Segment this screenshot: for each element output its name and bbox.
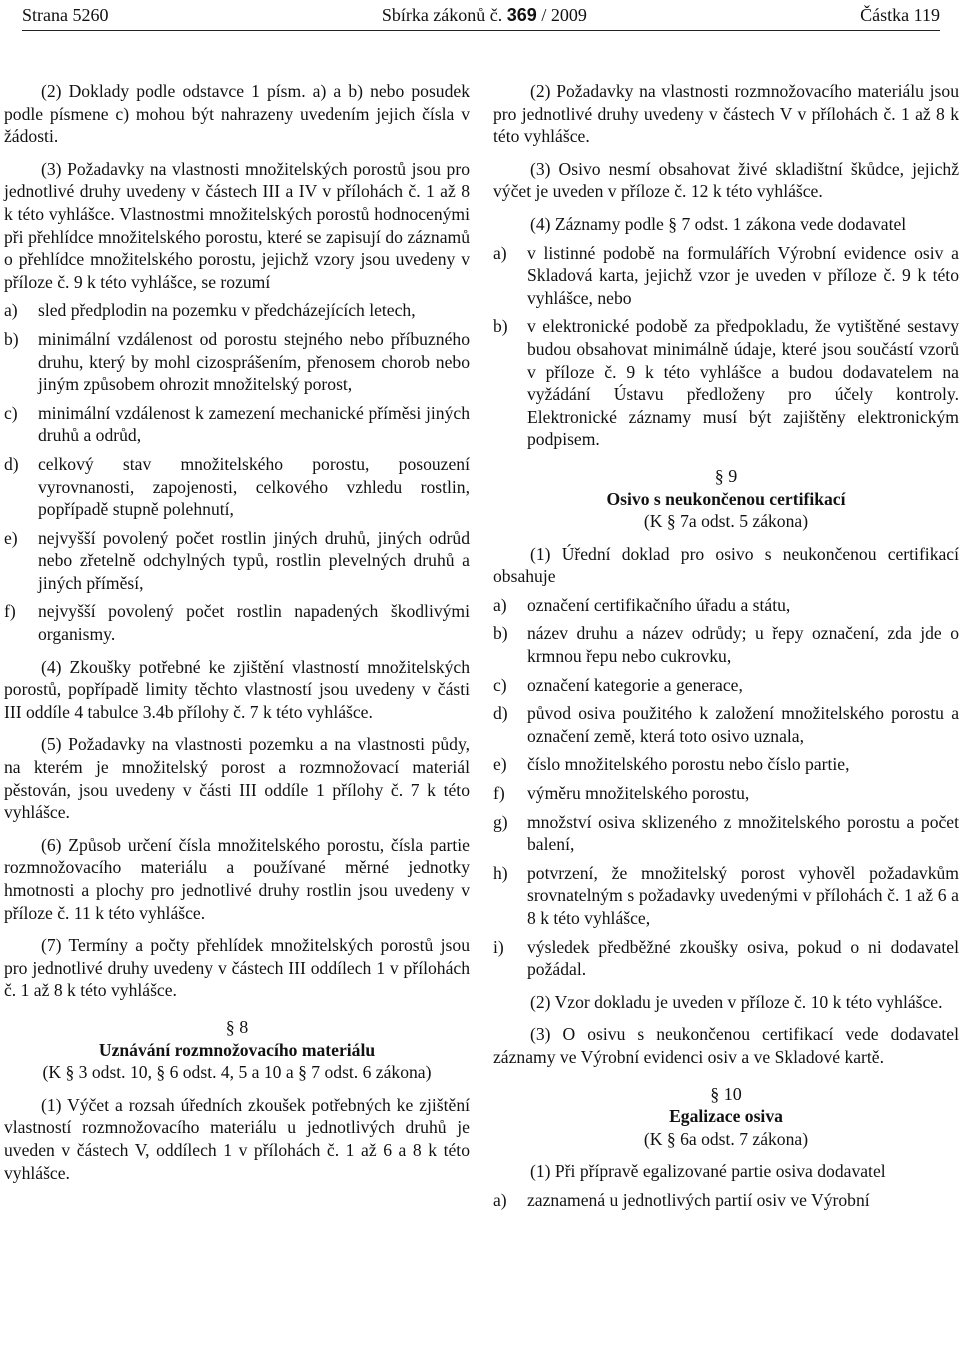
list-item: d) celkový stav množitelského porostu, posouzení vyrovnanosti, zapojenosti, celkového vzhledu rostlin, popřípadě stupně polehnutí, — [4, 453, 470, 520]
paragraph: (1) Úřední doklad pro osivo s neukončenou certifikací obsahuje — [493, 543, 959, 587]
records-list — [493, 242, 959, 451]
list-item: c) minimální vzdálenost k zamezení mechanické příměsi jiných druhů a odrůd, — [4, 402, 470, 446]
paragraph: (2) Vzor dokladu je uveden v příloze č. 10 k této vyhlášce. — [530, 991, 943, 1012]
section-title: Egalizace osiva — [669, 1106, 783, 1127]
section-title: Uznávání rozmnožovacího materiálu — [98, 1039, 376, 1060]
right-column — [493, 80, 959, 1222]
list-item: f) nejvyšší povolený počet rostlin napadených škodlivými organismy. — [4, 601, 470, 645]
page-header — [22, 0, 940, 31]
section-title: Osivo s neukončenou certifikací — [606, 488, 846, 509]
paragraph: (4) Zkoušky potřebné ke zjištění vlastností množitelských porostů, popřípadě limity těchto vlastností jsou uvedeny v části III oddíle 4 tabulce 3.4b přílohy č. 7 k této vyhlášce. — [4, 656, 470, 722]
paragraph: (2) Doklady podle odstavce 1 písm. a) a b) nebo posudek podle písmene c) mohou být nahrazeny uvedením jejich čísla v žádosti. — [4, 81, 470, 147]
paragraph: (1) Při přípravě egalizované partie osiva dodavatel — [530, 1161, 886, 1182]
list-item: a) označení certifikačního úřadu a státu, — [493, 594, 791, 615]
section-heading — [4, 1016, 470, 1084]
list-item: b) název druhu a název odrůdy; u řepy označení, zda jde o krmnou řepu nebo cukrovku, — [493, 623, 959, 667]
paragraph: (6) Způsob určení čísla množitelského porostu, čísla partie rozmnožovacího materiálu a používané měrné jednotky hmotnosti a plochy pro jednotlivé druhy rostlin jsou uvedeny v příloze č. 11 k této vyhlášce. — [4, 834, 470, 923]
list-item: a) zaznamená u jednotlivých partií osiv ve Výrobní — [493, 1189, 870, 1210]
paragraph: (1) Výčet a rozsah úředních zkoušek potřebných ke zjištění vlastností rozmnožovacího materiálu u jednotlivých druhů je uveden v částech V, oddílech 1 v přílohách č. 1 až 6 a 8 k této vyhlášce. — [4, 1094, 470, 1183]
egalization-list — [493, 1189, 959, 1212]
collection-title — [382, 4, 587, 27]
section-reference: (K § 3 odst. 10, § 6 odst. 4, 5 a 10 a § 7 odst. 6 zákona) — [42, 1062, 432, 1083]
law-year: / 2009 — [541, 4, 587, 25]
list-item: a) v listinné podobě na formulářích Výrobní evidence osiv a Skladová karta, jejichž vzor je uveden v příloze č. 9 k této vyhlášce, nebo — [493, 242, 959, 308]
list-item: b) v elektronické podobě za předpokladu, že vytištěné sestavy budou obsahovat minimálně údaje, které jsou součástí vzorů v příloze č. 9 k této vyhlášce a budou dodavatelem na vyžádání Ústavu předloženy pro účely kontroly. Elektronické záznamy musí být zajištěny elektronickým podpisem. — [493, 316, 959, 450]
paragraph: (4) Záznamy podle § 7 odst. 1 zákona vede dodavatel — [530, 213, 907, 234]
left-column — [4, 80, 470, 1194]
list-item: c) označení kategorie a generace, — [493, 674, 743, 695]
collection-prefix: Sbírka zákonů č. — [381, 4, 503, 25]
section-reference: (K § 6a odst. 7 zákona) — [643, 1128, 809, 1149]
paragraph: (3) Osivo nesmí obsahovat živé skladištní škůdce, jejichž výčet je uveden v příloze č. 12 k této vyhlášce. — [493, 158, 959, 202]
paragraph: (3) O osivu s neukončenou certifikací vede dodavatel záznamy ve Výrobní evidenci osiv a ve Skladové kartě. — [493, 1024, 959, 1067]
document-contents-list — [493, 594, 959, 981]
section-heading — [493, 1083, 959, 1151]
paragraph: (7) Termíny a počty přehlídek množitelských porostů jsou pro jednotlivé druhy uvedeny v částech III oddílech 1 v přílohách č. 1 až 8 k této vyhlášce. — [4, 935, 470, 1001]
list-item: b) minimální vzdálenost od porostu stejného nebo příbuzného druhu, který by mohl cizosprášením, přenosem chorob nebo jiným způsobem ohrozit množitelský porost, — [4, 328, 470, 395]
list-item: f) výměru množitelského porostu, — [493, 783, 750, 804]
requirements-list — [4, 299, 470, 645]
paragraph: (5) Požadavky na vlastnosti pozemku a na vlastnosti půdy, na kterém je množitelský porost a rozmnožovací materiál pěstován, jsou uvedeny v části III oddíle 1 přílohy č. 7 k této vyhlášce. — [4, 734, 470, 823]
list-item: e) číslo množitelského porostu nebo číslo partie, — [493, 754, 850, 775]
section-reference: (K § 7a odst. 5 zákona) — [643, 511, 809, 532]
list-item: h) potvrzení, že množitelský porost vyhověl požadavkům srovnatelným s požadavky uvedenými v přílohách č. 1 až 6 a 8 k této vyhlášce, — [493, 862, 959, 928]
list-item: a) sled předplodin na pozemku v předcházejících letech, — [4, 300, 416, 321]
section-number: § 10 — [710, 1083, 742, 1104]
paragraph: (2) Požadavky na vlastnosti rozmnožovacího materiálu jsou pro jednotlivé druhy uvedeny v částech V v přílohách č. 1 až 8 k této vyhlášce. — [493, 81, 959, 147]
part-number: Částka 119 — [860, 4, 940, 25]
list-item: d) původ osiva použitého k založení množitelského porostu a označení země, která toto osivo uznala, — [493, 703, 959, 746]
paragraph: (3) Požadavky na vlastnosti množitelských porostů jsou pro jednotlivé druhy uvedeny v částech III a IV v přílohách č. 1 až 8 k této vyhlášce. Vlastnostmi množitelských porostů hodnocenými při přehlídce množitelského porostu, které se zapisují do záznamů o přehlídce množitelského porostu, jejichž vzory jsou uvedeny v příloze č. 9 k této vyhlášce, se rozumí — [4, 158, 470, 292]
law-number: 369 — [506, 4, 537, 25]
list-item: g) množství osiva sklizeného z množitelského porostu a počet balení, — [493, 811, 959, 855]
page-number: Strana 5260 — [22, 4, 109, 25]
list-item: i) výsledek předběžné zkoušky osiva, pokud o ni dodavatel požádal. — [493, 936, 959, 980]
section-heading — [493, 465, 959, 533]
section-number: § 9 — [714, 465, 738, 486]
list-item: e) nejvyšší povolený počet rostlin jiných druhů, jiných odrůd nebo zřetelně odchylných typů, rostlin plevelných druhů a jiných příměsí, — [4, 527, 470, 593]
section-number: § 8 — [225, 1016, 249, 1037]
